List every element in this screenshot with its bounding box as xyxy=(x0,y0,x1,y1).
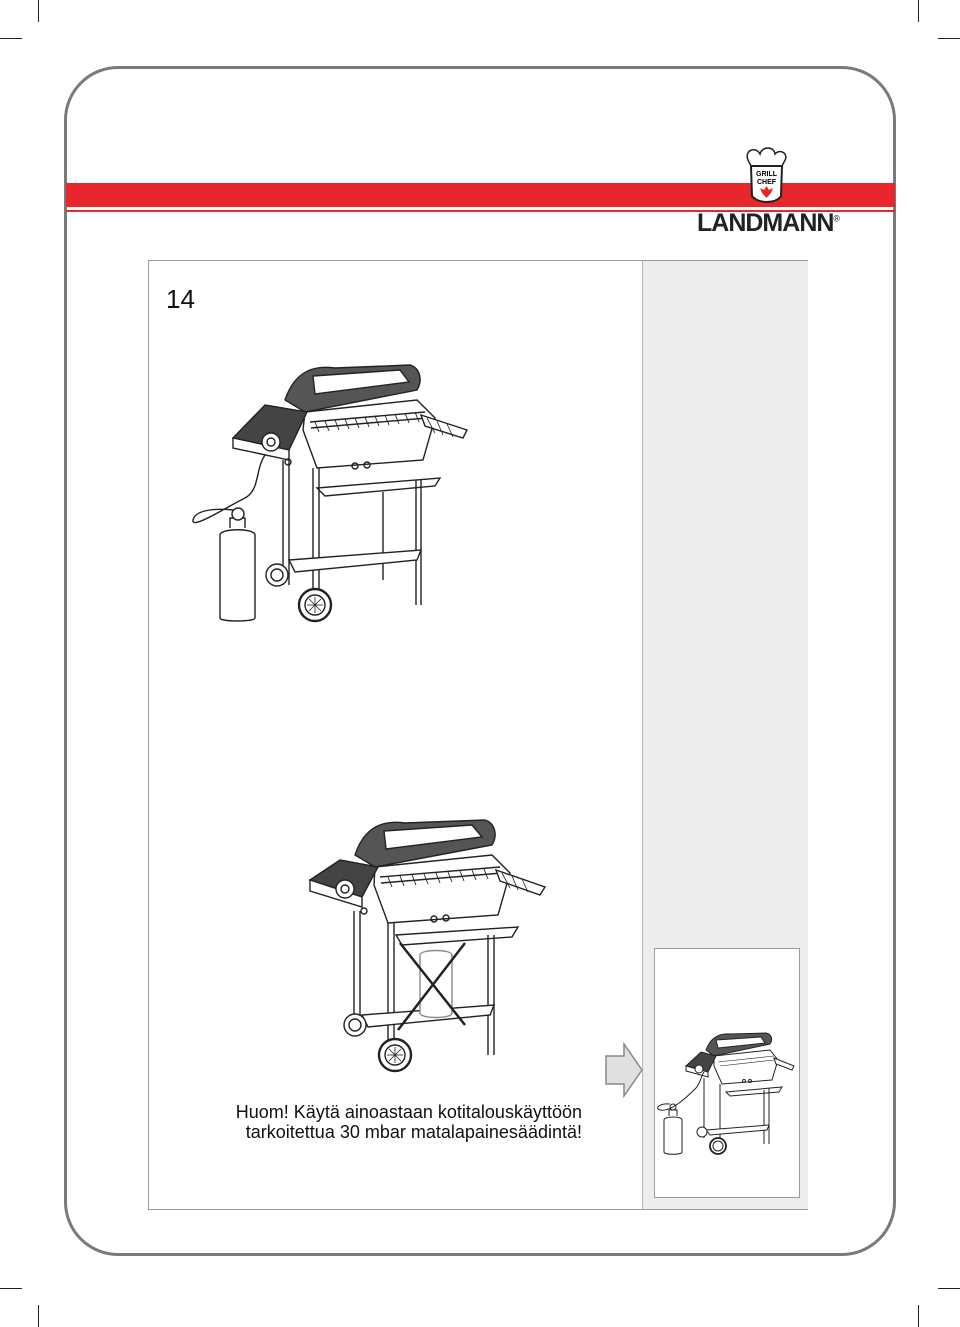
crop-mark xyxy=(0,1288,22,1289)
warning-note-line2: tarkoitettua 30 mbar matalapainesäädintä! xyxy=(245,1122,582,1142)
arrow-right-icon xyxy=(604,1042,644,1098)
registered-mark: ® xyxy=(833,213,840,224)
warning-note xyxy=(150,1102,582,1142)
crop-mark xyxy=(918,0,919,22)
crop-mark xyxy=(0,38,22,39)
page-number: 14 xyxy=(166,284,195,314)
badge-line1: GRILL xyxy=(756,171,777,178)
warning-note-line1: Huom! Käytä ainoastaan kotitalouskäyttöön xyxy=(235,1102,582,1122)
brand-name xyxy=(697,209,839,238)
inset-grill-illustration xyxy=(656,1028,796,1158)
crop-mark xyxy=(38,0,39,22)
badge-line2: CHEF xyxy=(756,179,777,186)
grill-with-gas-bottle-illustration xyxy=(185,360,485,630)
grill-crossed-bottle-illustration xyxy=(300,815,560,1085)
crop-mark xyxy=(38,1305,39,1327)
brand-name-text: LANDMANN xyxy=(697,209,834,237)
crop-mark xyxy=(918,1305,919,1327)
crop-mark xyxy=(938,38,960,39)
crop-mark xyxy=(938,1288,960,1289)
